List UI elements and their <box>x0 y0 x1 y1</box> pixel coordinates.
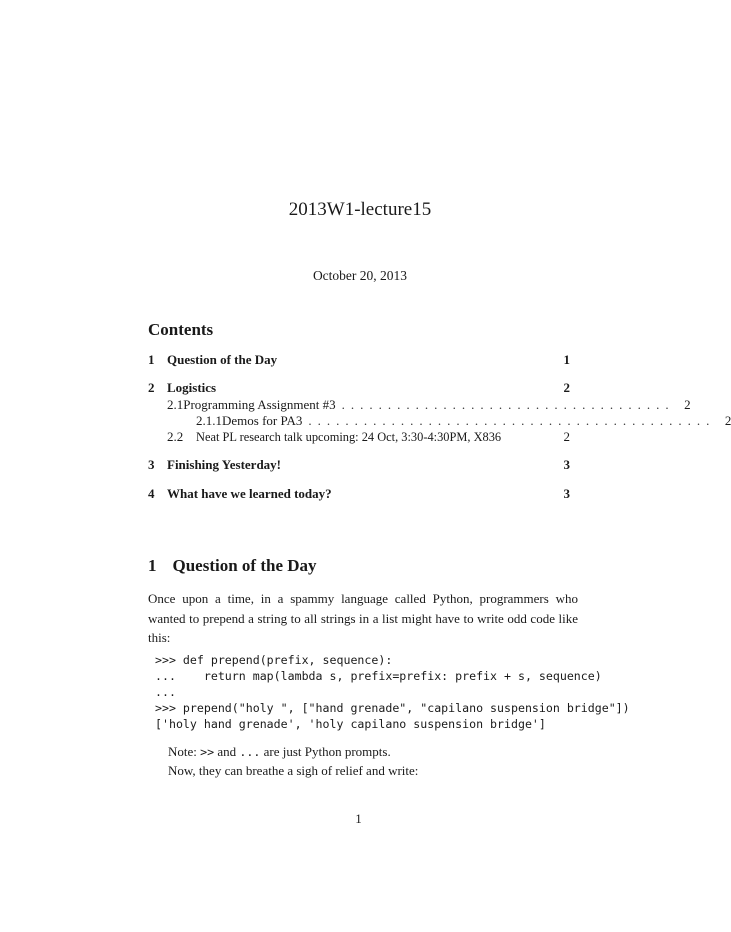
document-date: October 20, 2013 <box>312 268 408 283</box>
code-block <box>155 652 630 732</box>
toc-entry-title: Question of the Day <box>167 352 278 367</box>
note-and: and <box>217 744 237 759</box>
contents-heading: Contents <box>148 320 214 339</box>
toc-entry-3[interactable] <box>148 457 570 473</box>
note-line <box>168 744 391 760</box>
code-line: >>> def prepend(prefix, sequence): <box>155 653 393 667</box>
toc-entry-page: 3 <box>563 486 570 501</box>
document-title: 2013W1-lecture15 <box>288 199 432 220</box>
toc-entry-title: Demos for PA3 <box>222 413 303 428</box>
toc-entry-number: 2 <box>148 380 155 395</box>
toc-entry-number: 2.1.1 <box>196 413 222 428</box>
toc-dot-leader: ............................................ <box>308 413 716 428</box>
toc-entry-title: Programming Assignment #3 <box>183 397 336 412</box>
code-line: ['holy hand grenade', 'holy capilano suspension bridge'] <box>155 717 546 731</box>
note-rest: are just Python prompts. <box>263 744 391 759</box>
section-title: Question of the Day <box>172 556 317 575</box>
toc-entry-page: 2 <box>563 429 570 444</box>
note-label: Note: <box>168 744 197 759</box>
toc-entry-number: 2.2 <box>167 429 184 444</box>
section-paragraph: Once upon a time, in a spammy language called Python, programmers who wanted to prepend a string to all strings in a list might have to write odd code like this: <box>148 591 578 645</box>
closing-line: Now, they can breathe a sigh of relief and write: <box>168 763 419 778</box>
toc-entry-4[interactable] <box>148 486 570 502</box>
toc-dot-leader: .................................... <box>341 397 675 412</box>
toc-entry-title: What have we learned today? <box>167 486 332 501</box>
toc-entry-number: 4 <box>148 486 155 501</box>
toc-entry-1[interactable] <box>148 352 570 368</box>
toc-entry-page: 2 <box>684 397 691 412</box>
toc-entry-2-1-1[interactable] <box>196 413 731 429</box>
code-line: ... <box>155 685 176 699</box>
toc-entry-2[interactable] <box>148 380 570 396</box>
note-prompt-secondary: ... <box>239 745 261 759</box>
toc-entry-title: Logistics <box>167 380 217 395</box>
toc-entry-number: 2.1 <box>167 397 184 412</box>
toc-entry-number: 1 <box>148 352 155 367</box>
code-line: >>> prepend("holy ", ["hand grenade", "capilano suspension bridge"]) <box>155 701 630 715</box>
toc-entry-title: Finishing Yesterday! <box>167 457 281 472</box>
toc-entry-page: 2 <box>724 413 731 428</box>
toc-entry-number: 3 <box>148 457 155 472</box>
section-heading <box>148 556 317 576</box>
toc-entry-page: 1 <box>563 352 570 367</box>
toc-entry-2-2[interactable] <box>167 429 570 445</box>
page-number: 1 <box>355 811 362 826</box>
toc-entry-page: 2 <box>563 380 570 395</box>
toc-entry-page: 3 <box>563 457 570 472</box>
note-prompt-primary: >> <box>200 745 215 759</box>
toc-entry-2-1[interactable] <box>167 397 691 413</box>
section-number: 1 <box>148 556 157 575</box>
code-line: ... return map(lambda s, prefix=prefix: prefix + s, sequence) <box>155 669 602 683</box>
toc-entry-title: Neat PL research talk upcoming: 24 Oct, 3:30-4:30PM, X836 <box>196 430 502 444</box>
